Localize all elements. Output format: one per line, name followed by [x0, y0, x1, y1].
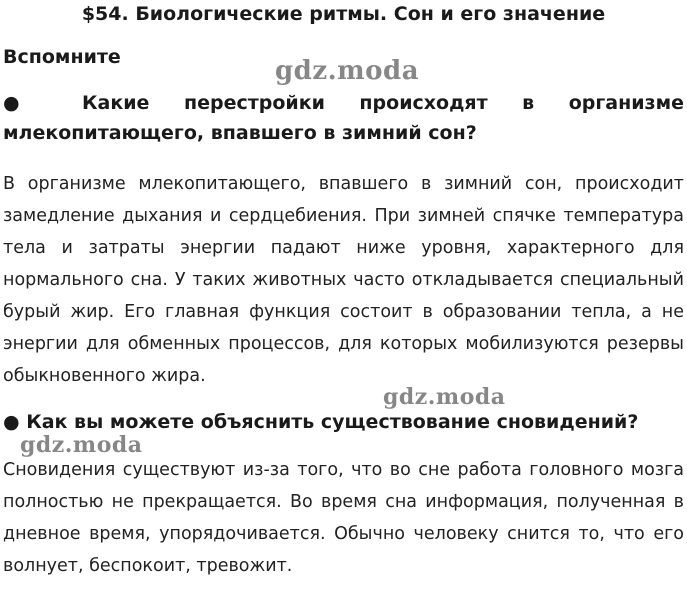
answer-2: Сновидения существуют из-за того, что во сне работа головного мозга полностью не прекращается. Во время сна информация, полученная в дневное время, упорядочивается. Обычно человеку снится то, что его волнует, беспокоит, тревожит. — [3, 460, 684, 576]
page-title: $54. Биологические ритмы. Сон и его значение — [81, 3, 606, 25]
watermark: gdz.moda — [383, 384, 506, 410]
question-2: ● Как вы можете объяснить существование сновидений? — [3, 411, 639, 433]
answer-1: В организме млекопитающего, впавшего в зимний сон, происходит замедление дыхания и сердцебиения. При зимней спячке температура тела и затраты энергии падают ниже уровня, характерного для нормального сна. У таких животных часто откладывается специальный бурый жир. Его главная функция состоит в образовании тепла, а не энергии для обменных процессов, для которых мобилизуются резервы обыкновенного жира. — [3, 174, 684, 386]
remember-heading: Вспомните — [3, 46, 121, 68]
watermark: gdz.moda — [275, 56, 420, 86]
watermark: gdz.moda — [20, 432, 143, 458]
question-1: ● Какие перестройки происходят в организме млекопитающего, впавшего в зимний сон? — [3, 92, 684, 144]
